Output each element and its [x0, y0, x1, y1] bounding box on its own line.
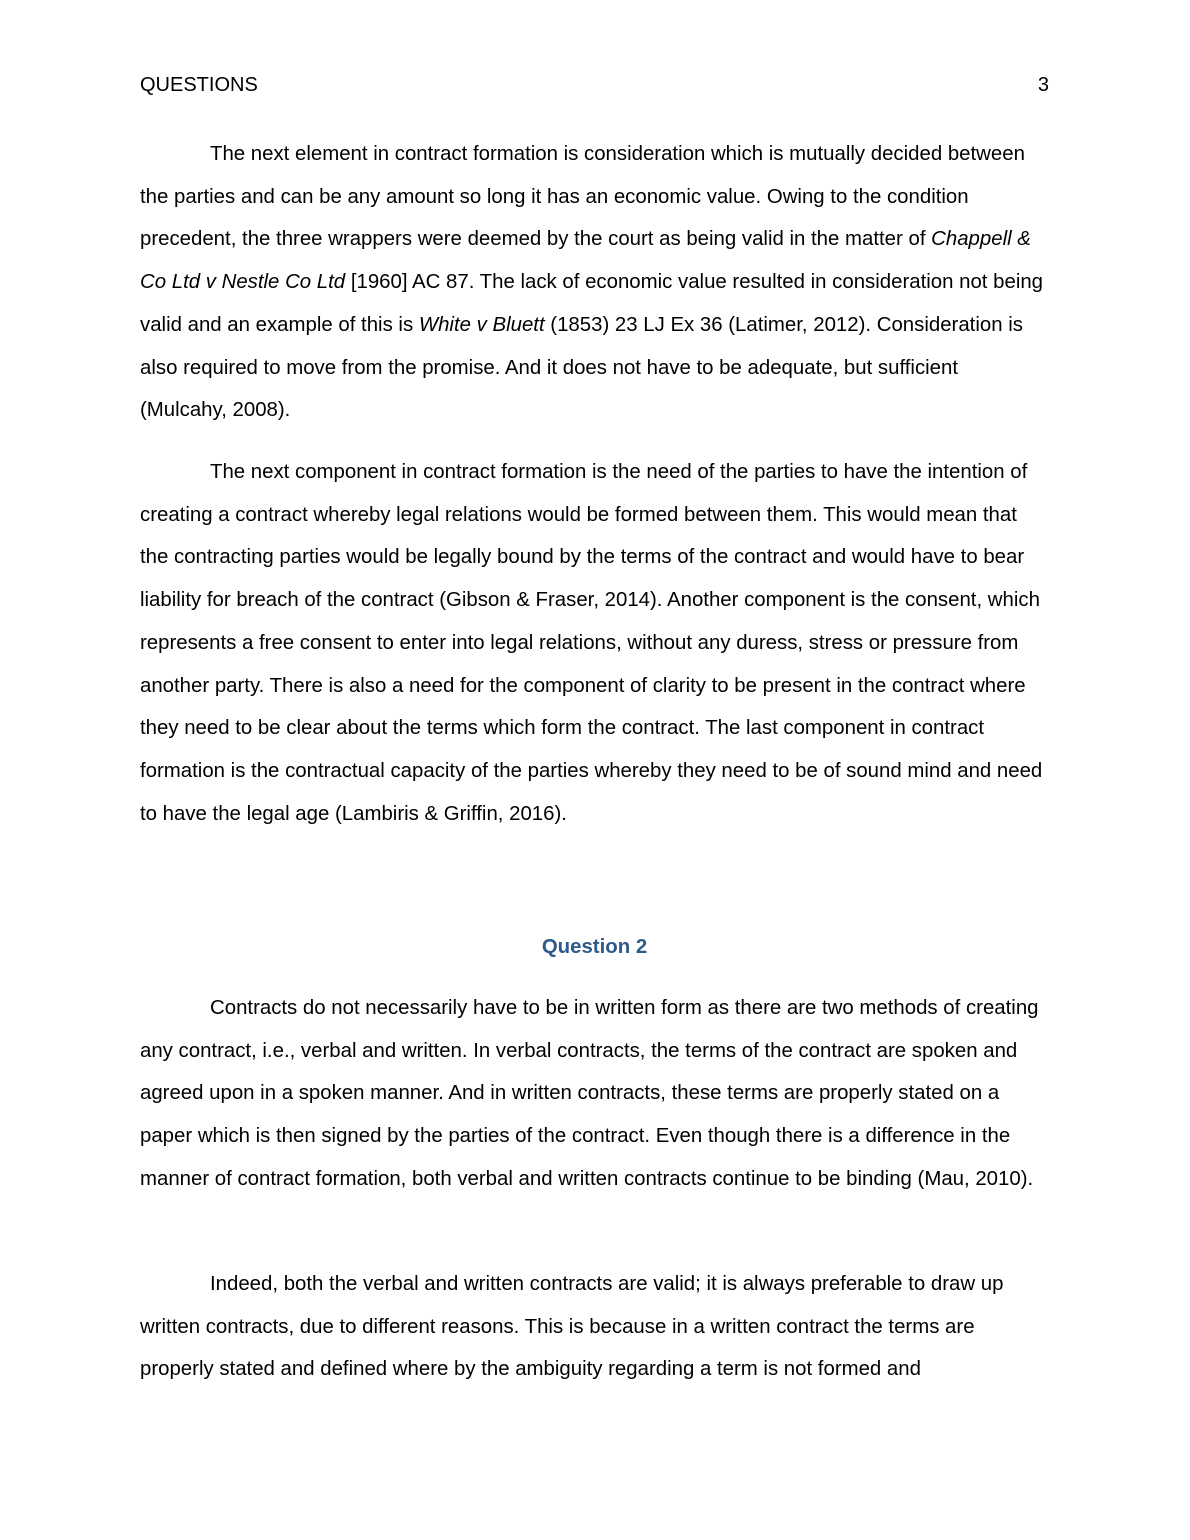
text-run: The next element in contract formation is consideration which is mutually decided between the parties and can be any amount so long it has an economic value. Owing to the condition precedent, the three wrappers were deemed by the court as being valid in the matter of: [140, 143, 1025, 251]
paragraph-text: [140, 987, 1049, 1201]
paragraph-written-form: [140, 987, 1049, 1201]
text-run: Indeed, both the verbal and written contracts are valid; it is always preferable to draw up written contracts, due to different reasons. This is because in a written contract the terms are properly stated and defined where by the ambiguity regarding a term is not formed and: [140, 1273, 1004, 1381]
text-run: Contracts do not necessarily have to be in written form as there are two methods of creating any contract, i.e., verbal and written. In verbal contracts, the terms of the contract are spoken and agreed upon in a spoken manner. And in written contracts, these terms are properly stated on a paper which is then signed by the parties of the contract. Even though there is a difference in the manner of contract formation, both verbal and written contracts continue to be binding (Mau, 2010).: [140, 997, 1039, 1190]
section-heading-question-2: Question 2: [541, 936, 648, 958]
text-run: (1853) 23 LJ Ex 36 (Latimer, 2012). Consideration is also required to move from the promise. And it does not have to be adequate, but sufficient (Mulcahy, 2008).: [140, 313, 1023, 422]
case-citation-white: White v Bluett: [418, 313, 545, 336]
paragraph-intention: [140, 451, 1049, 835]
text-run: [1960] AC 87. The lack of economic value resulted in consideration not being valid and an example of this is: [140, 271, 1044, 336]
running-head: QUESTIONS: [140, 74, 258, 96]
paragraph-text: [140, 451, 1049, 835]
page-header: [140, 72, 1049, 98]
paragraph-consideration: [140, 133, 1049, 432]
paragraph-text: [140, 1263, 1049, 1391]
paragraph-text: [140, 133, 1049, 432]
paragraph-preference: [140, 1263, 1049, 1391]
case-citation-chappell: Chappell & Co Ltd v Nestle Co Ltd: [140, 228, 1031, 294]
page-number: 3: [1037, 74, 1049, 96]
text-run: The next component in contract formation is the need of the parties to have the intention of creating a contract whereby legal relations would be formed between them. This would mean that the contracting parties would be legally bound by the terms of the contract and would have to bear liability for breach of the contract (Gibson & Fraser, 2014). Another component is the consent, which represents a free consent to enter into legal relations, without any duress, stress or pressure from another party. There is also a need for the component of clarity to be present in the contract where they need to be clear about the terms which form the contract. The last component in contract formation is the contractual capacity of the parties whereby they need to be of sound mind and need to have the legal age (Lambiris & Griffin, 2016).: [140, 461, 1043, 825]
